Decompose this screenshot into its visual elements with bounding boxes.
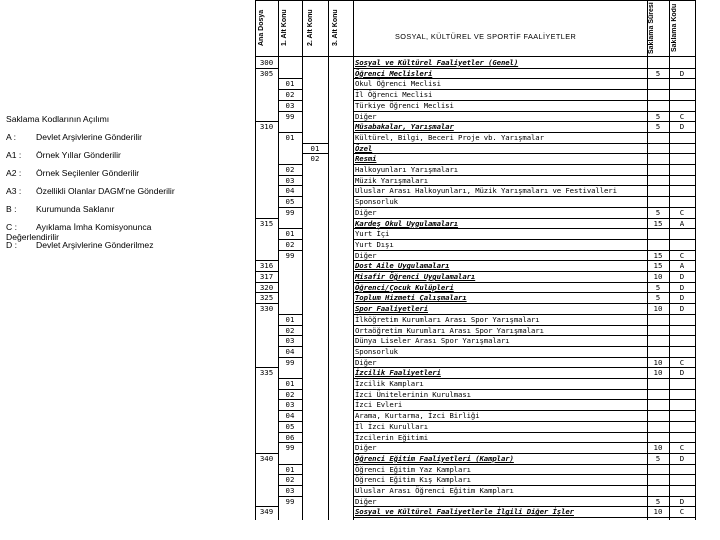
alt-konu-1-code: 03 — [285, 400, 295, 410]
row-description: Sponsorluk — [355, 346, 398, 356]
row-description: Dost Aile Uygulamaları — [355, 261, 450, 271]
saklama-kodu-value: D — [679, 293, 685, 303]
saklama-suresi-value: 5 — [655, 207, 661, 217]
ana-dosya-code: 325 — [259, 293, 274, 303]
saklama-suresi-value: 5 — [655, 453, 661, 463]
saklama-suresi-value: 5 — [655, 293, 661, 303]
file-plan-table — [255, 0, 695, 540]
row-description: Halkoyunları Yarışmaları — [355, 165, 459, 174]
header-alt-konu-1: 1. Alt Konu — [281, 9, 288, 47]
header-saklama-kodu: Saklama Kodu — [671, 3, 678, 53]
row-description: Türkiye Öğrenci Meclisi — [355, 100, 454, 110]
row-description: Spor Faaliyetleri — [355, 304, 428, 314]
grid-hline — [353, 399, 695, 400]
grid-hline — [255, 56, 695, 57]
row-description: İzcilik Kampları — [355, 379, 424, 388]
legend-text: Değerlendirilir — [6, 232, 60, 242]
saklama-suresi-value: 10 — [653, 443, 663, 453]
alt-konu-1-code: 01 — [285, 132, 295, 142]
grid-hline — [353, 250, 695, 251]
saklama-suresi-value: 15 — [653, 250, 663, 260]
row-description: İlköğretim Kurumları Arası Spor Yarışmaları — [355, 314, 540, 324]
legend-row — [6, 222, 151, 232]
grid-hline — [353, 442, 695, 443]
legend-text: Özellikli Olanlar DAGM'ne Gönderilir — [36, 186, 175, 196]
saklama-suresi-value: 5 — [655, 282, 661, 292]
row-description: Öğrenci Meclisleri — [355, 68, 433, 78]
row-description: Öğrenci Eğitim Yaz Kampları — [355, 464, 471, 474]
alt-konu-2-code: 02 — [310, 154, 320, 164]
row-description: Ortaöğretim Kurumları Arası Spor Yarışmaları — [355, 325, 544, 335]
header-alt-konu-3: 3. Alt Konu — [332, 9, 339, 47]
row-description: Toplum Hizmeti Çalışmaları — [355, 293, 467, 303]
alt-konu-1-code: 99 — [285, 443, 295, 453]
ana-dosya-code: 349 — [259, 507, 274, 517]
row-description: Diğer — [355, 207, 377, 217]
row-description: Yurt İçi — [355, 229, 390, 239]
saklama-suresi-value: 5 — [655, 111, 661, 121]
ana-dosya-code: 320 — [259, 282, 274, 292]
saklama-kodu-value: A — [679, 261, 685, 271]
row-description: Öğrenci Eğitim Kış Kampları — [355, 475, 471, 485]
row-description: Misafir Öğrenci Uygulamaları — [355, 272, 476, 281]
row-description: İzci Evleri — [355, 400, 403, 410]
row-description: Diğer — [355, 443, 377, 453]
ana-dosya-code: 316 — [259, 261, 274, 271]
row-description: İzci Ünitelerinin Kurulması — [355, 389, 471, 399]
alt-konu-1-code: 99 — [285, 250, 295, 260]
legend-text: Örnek Seçilenler Gönderilir — [36, 168, 140, 178]
saklama-kodu-value: D — [679, 368, 685, 378]
row-description: Sosyal ve Kültürel Faaliyetlerle İlgili Diğer İşler — [355, 507, 574, 517]
alt-konu-1-code: 02 — [285, 90, 295, 100]
alt-konu-2-code: 01 — [310, 143, 320, 153]
grid-hline — [353, 239, 695, 240]
saklama-kodu-value: D — [679, 68, 685, 78]
grid-hline — [353, 111, 695, 112]
saklama-suresi-value: 15 — [653, 218, 663, 228]
row-description: Müzik Yarışmaları — [355, 175, 428, 185]
legend-key: C : — [6, 222, 17, 232]
ana-dosya-code: 300 — [259, 58, 274, 67]
row-description: Kardeş Okul Uygulamaları — [355, 218, 459, 228]
row-description: Uluslar Arası Halkoyunları, Müzik Yarışmaları ve Festivalleri — [355, 186, 617, 196]
ana-dosya-code: 335 — [259, 368, 274, 378]
legend-key: A3 : — [6, 186, 22, 196]
alt-konu-1-code: 01 — [285, 314, 295, 324]
grid-hline — [353, 346, 695, 347]
header-ana-dosya: Ana Dosya — [258, 9, 265, 47]
saklama-suresi-value: 10 — [653, 507, 663, 517]
row-description: Diğer — [355, 250, 377, 260]
legend-text: Devlet Arşivlerine Gönderilmez — [36, 240, 154, 250]
alt-konu-1-code: 04 — [285, 346, 295, 356]
saklama-suresi-value: 10 — [653, 368, 663, 378]
saklama-suresi-value: 5 — [655, 122, 661, 132]
header-saklama-suresi: Saklama Süresi — [648, 2, 655, 54]
row-description: Öğrenci/Çocuk Kulüpleri — [355, 282, 454, 292]
alt-konu-1-code: 01 — [285, 79, 295, 89]
legend-text: Devlet Arşivlerine Gönderilir — [36, 132, 143, 142]
row-description: Kültürel, Bilgi, Beceri Proje vb. Yarışmalar — [355, 132, 544, 142]
alt-konu-1-code: 05 — [285, 197, 295, 207]
alt-konu-1-code: 02 — [285, 239, 295, 249]
alt-konu-1-code: 02 — [285, 165, 295, 174]
row-description: İzcilerin Eğitimi — [355, 432, 428, 442]
legend-text: Ayıklama İmha Komisyonunca — [36, 222, 152, 232]
saklama-kodu-value: D — [679, 122, 685, 132]
saklama-suresi-value: 10 — [653, 272, 663, 281]
alt-konu-1-code: 03 — [285, 336, 295, 346]
row-description: Sosyal ve Kültürel Faaliyetler (Genel) — [355, 58, 519, 67]
legend-row — [6, 132, 142, 142]
grid-hline — [353, 517, 695, 518]
row-description: Müsabakalar, Yarışmalar — [355, 122, 454, 132]
legend-row — [6, 204, 114, 214]
saklama-kodu-value: D — [679, 304, 685, 314]
alt-konu-1-code: 02 — [285, 475, 295, 485]
alt-konu-1-code: 01 — [285, 464, 295, 474]
ana-dosya-code: 317 — [259, 272, 274, 281]
saklama-kodu-value: C — [679, 357, 685, 367]
grid-hline — [353, 143, 695, 144]
alt-konu-1-code: 04 — [285, 411, 295, 421]
saklama-kodu-value: C — [679, 250, 685, 260]
saklama-suresi-value: 10 — [653, 357, 663, 367]
grid-hline — [353, 496, 695, 497]
legend-row — [6, 168, 139, 178]
saklama-suresi-value: 15 — [653, 261, 663, 271]
legend-key: B : — [6, 204, 17, 214]
alt-konu-1-code: 02 — [285, 325, 295, 335]
saklama-kodu-value: D — [679, 496, 685, 506]
ana-dosya-code: 310 — [259, 122, 274, 132]
header-alt-konu-2: 2. Alt Konu — [307, 9, 314, 47]
row-description: İl Öğrenci Meclisi — [355, 90, 433, 100]
legend-key: A1 : — [6, 150, 22, 160]
alt-konu-1-code: 03 — [285, 486, 295, 495]
alt-konu-1-code: 99 — [285, 111, 295, 121]
row-description: Diğer — [355, 111, 377, 121]
row-description: Yurt Dışı — [355, 239, 394, 249]
legend-text: Kurumunda Saklanır — [36, 204, 115, 214]
grid-hline — [353, 196, 695, 197]
legend-row — [6, 186, 175, 196]
row-description: Okul Öğrenci Meclisi — [355, 79, 441, 89]
alt-konu-1-code: 03 — [285, 100, 295, 110]
row-description: İl İzci Kurulları — [355, 421, 428, 431]
row-description: Diğer — [355, 496, 377, 506]
grid-hline — [353, 153, 695, 154]
saklama-suresi-value: 5 — [655, 68, 661, 78]
alt-konu-1-code: 03 — [285, 175, 295, 185]
alt-konu-1-code: 99 — [285, 357, 295, 367]
legend-key: D : — [6, 240, 17, 250]
ana-dosya-code: 340 — [259, 453, 274, 463]
row-description: Resmi — [355, 154, 377, 164]
saklama-suresi-value: 10 — [653, 304, 663, 314]
row-description: Uluslar Arası Öğrenci Eğitim Kampları — [355, 486, 514, 495]
row-description: Arama, Kurtarma, İzci Birliği — [355, 411, 480, 421]
grid-vline — [328, 0, 329, 520]
legend-key: A2 : — [6, 168, 22, 178]
grid-hline — [353, 207, 695, 208]
row-description: Öğrenci Eğitim Faaliyetleri (Kamplar) — [355, 453, 514, 463]
legend-row — [6, 240, 154, 250]
row-description: Özel — [355, 143, 373, 153]
grid-vline — [695, 0, 696, 520]
saklama-kodu-value: C — [679, 507, 685, 517]
alt-konu-1-code: 01 — [285, 379, 295, 388]
legend-row — [6, 150, 121, 160]
grid-hline — [255, 0, 695, 1]
saklama-kodu-value: A — [679, 218, 685, 228]
saklama-kodu-value: C — [679, 111, 685, 121]
saklama-kodu-value: D — [679, 282, 685, 292]
legend-key: A : — [6, 132, 17, 142]
saklama-suresi-value: 5 — [655, 496, 661, 506]
grid-vline — [302, 0, 303, 520]
grid-hline — [353, 228, 695, 229]
row-description: Diğer — [355, 357, 377, 367]
saklama-kodu-value: D — [679, 453, 685, 463]
alt-konu-1-code: 99 — [285, 496, 295, 506]
alt-konu-1-code: 01 — [285, 229, 295, 239]
saklama-kodu-value: C — [679, 443, 685, 453]
ana-dosya-code: 315 — [259, 218, 274, 228]
row-description: Sponsorluk — [355, 197, 398, 207]
alt-konu-1-code: 05 — [285, 421, 295, 431]
grid-hline — [353, 357, 695, 358]
row-description: İzcilik Faaliyetleri — [355, 368, 441, 378]
alt-konu-1-code: 04 — [285, 186, 295, 196]
alt-konu-1-code: 99 — [285, 207, 295, 217]
alt-konu-1-code: 02 — [285, 389, 295, 399]
ana-dosya-code: 305 — [259, 68, 274, 78]
table-title: SOSYAL, KÜLTÜREL VE SPORTİF FAALİYETLER — [395, 32, 577, 41]
ana-dosya-code: 330 — [259, 304, 274, 314]
row-description: Dünya Liseler Arası Spor Yarışmaları — [355, 336, 510, 346]
saklama-kodu-value: C — [679, 207, 685, 217]
alt-konu-1-code: 06 — [285, 432, 295, 442]
saklama-kodu-value: D — [679, 272, 685, 281]
legend-title: Saklama Kodlarının Açılımı — [6, 114, 110, 124]
legend-text: Örnek Yıllar Gönderilir — [36, 150, 121, 160]
